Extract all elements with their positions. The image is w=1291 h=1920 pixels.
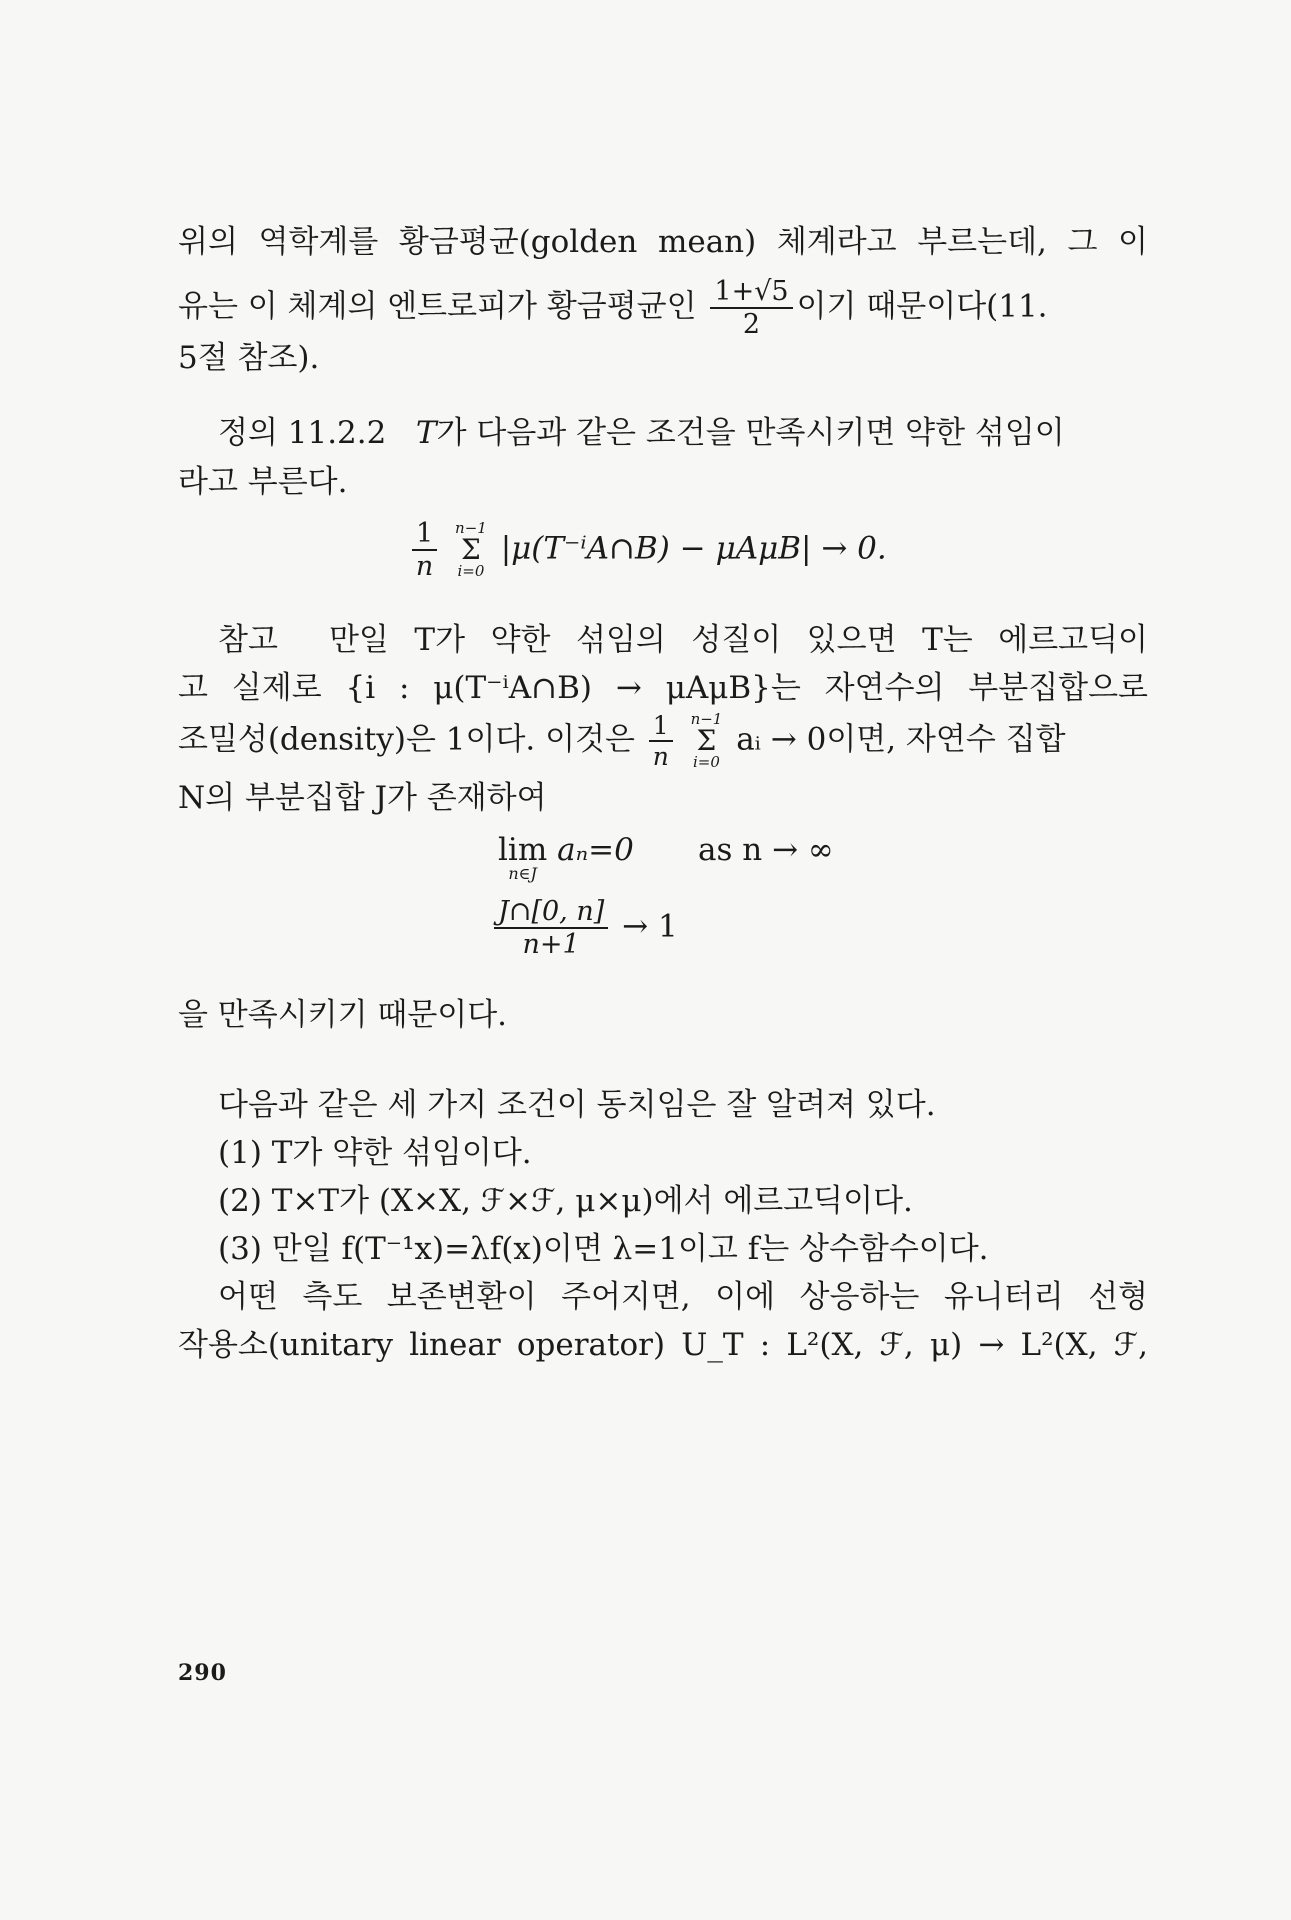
final-paragraph-line-1: 어떤 측도 보존변환이 주어지면, 이에 상응하는 유니터리 선형 bbox=[218, 1279, 1148, 1315]
definition-text: 가 다음과 같은 조건을 만족시키면 약한 섞임이 bbox=[436, 415, 1065, 451]
list-item: (3) 만일 f(T⁻¹x)=λf(x)이면 λ=1이고 f는 상수함수이다. bbox=[218, 1231, 989, 1267]
note-line-3 bbox=[178, 712, 1148, 770]
golden-ratio-fraction bbox=[710, 278, 792, 338]
note-fraction bbox=[649, 713, 673, 769]
eq1-summation bbox=[455, 521, 487, 579]
note-sum-upper: n−1 bbox=[690, 710, 723, 728]
definition-T: T bbox=[415, 415, 437, 451]
density-fraction bbox=[494, 898, 608, 958]
note-label: 참고 bbox=[218, 622, 278, 658]
page-number: 290 bbox=[178, 1660, 227, 1686]
eq1-sum-lower: i=0 bbox=[457, 562, 485, 580]
paragraph-1-line-3: 5절 참조). bbox=[178, 340, 320, 376]
list-intro: 다음과 같은 세 가지 조건이 동치임은 잘 알려져 있다. bbox=[218, 1087, 936, 1123]
sigma-icon: Σ bbox=[461, 533, 481, 566]
definition-label: 정의 11.2.2 bbox=[218, 415, 387, 451]
golden-ratio-numerator: 1+√5 bbox=[710, 278, 792, 309]
eq1-fraction bbox=[412, 520, 437, 580]
limit-operator bbox=[498, 832, 548, 883]
paragraph-1-line-2 bbox=[178, 278, 1148, 338]
paragraph-1-line-1: 위의 역학계를 황금평균(golden mean) 체계라고 부르는데, 그 이 bbox=[178, 224, 1148, 260]
density-equation bbox=[490, 898, 678, 958]
note-line-4: N의 부분집합 J가 존재하여 bbox=[178, 780, 547, 816]
note-line-2: 고 실제로 {i : μ(T⁻ⁱA∩B) → μAμB}는 자연수의 부분집합으로 bbox=[178, 670, 1148, 706]
limit-label: lim bbox=[498, 832, 548, 868]
limit-condition: as n → ∞ bbox=[698, 832, 834, 868]
note-fraction-numerator: 1 bbox=[649, 713, 673, 742]
density-arrow: → 1 bbox=[622, 908, 678, 945]
note-line-3-tail: aᵢ → 0이면, 자연수 집합 bbox=[736, 721, 1066, 758]
definition-line-2: 라고 부른다. bbox=[178, 464, 348, 500]
paragraph-1-line-2-text: 유는 이 체계의 엔트로피가 황금평균인 bbox=[178, 288, 697, 325]
density-denominator: n+1 bbox=[522, 929, 580, 960]
list-item: (1) T가 약한 섞임이다. bbox=[218, 1135, 532, 1171]
golden-ratio-denominator: 2 bbox=[742, 309, 761, 340]
eq1-numerator: 1 bbox=[412, 520, 437, 551]
after-equation-line: 을 만족시키기 때문이다. bbox=[178, 997, 508, 1033]
paragraph-1-line-2-tail: 이기 때문이다(11. bbox=[796, 288, 1048, 325]
note-sum-lower: i=0 bbox=[692, 753, 720, 771]
eq1-body: |μ(T⁻ⁱA∩B) − μAμB| → 0. bbox=[500, 530, 887, 567]
eq1-sum-upper: n−1 bbox=[455, 519, 487, 537]
weak-mixing-equation bbox=[408, 520, 887, 580]
limit-body: aₙ=0 bbox=[557, 832, 634, 868]
sigma-icon: Σ bbox=[696, 724, 717, 757]
note-summation bbox=[691, 712, 723, 770]
limit-subscript: n∈J bbox=[508, 864, 537, 883]
note-line-1-text: 만일 T가 약한 섞임의 성질이 있으면 T는 에르고딕이 bbox=[328, 622, 1148, 658]
note-line-3-text: 조밀성(density)은 1이다. 이것은 bbox=[178, 721, 635, 758]
density-numerator: J∩[0, n] bbox=[494, 898, 608, 929]
note-line-1 bbox=[218, 620, 1148, 660]
eq1-denominator: n bbox=[415, 551, 434, 582]
list-item: (2) T×T가 (X×X, ℱ×ℱ, μ×μ)에서 에르고딕이다. bbox=[218, 1183, 913, 1219]
note-fraction-denominator: n bbox=[652, 742, 669, 771]
limit-equation bbox=[498, 832, 634, 883]
final-paragraph-line-2: 작용소(unitary linear operator) U_T : L²(X, ℱ, μ) → L²(X, ℱ, bbox=[178, 1327, 1148, 1363]
definition-line-1 bbox=[218, 413, 1148, 453]
